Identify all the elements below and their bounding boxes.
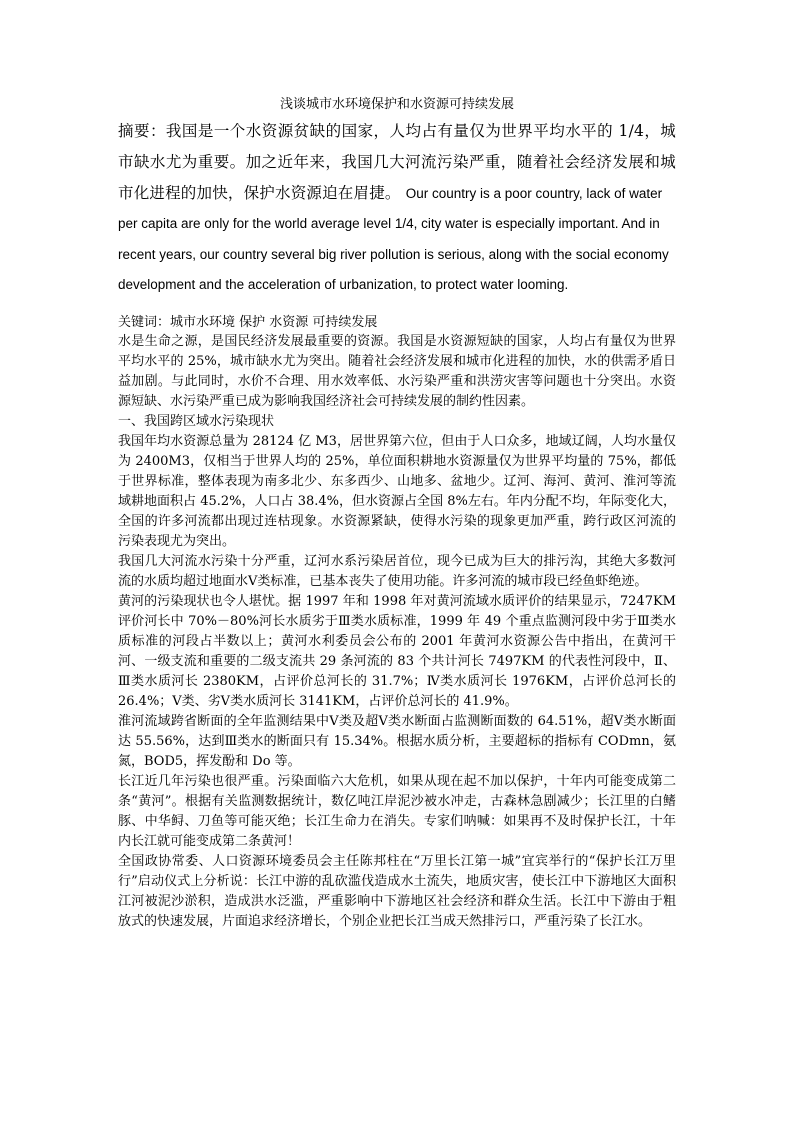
paragraph-water-resources: 我国年均水资源总量为 28124 亿 M3，居世界第六位，但由于人口众多，地域辽阔，人均水量仅为 2400M3，仅相当于世界人均的 25%，单位面积耕地水资源量仅为世界平均量的 75%，都低于世界标准，整体表现为南多北少、东多西少、山地多、盆地少。辽河、海河、黄河、淮河等流域耕地面积占 45.2%，人口占 38.4%，但水资源占全国 8%左右。年内分配不均，年际变化大，全国的许多河流都出现过连枯现象。水资源紧缺，使得水污染的现象更加严重，跨行政区河流的污染表现尤为突出。 xyxy=(118,433,676,549)
abstract-chinese-text: 摘要：我国是一个水资源贫缺的国家，人均占有量仅为世界平均水平的 1/4，城市缺水尤为重要。加之近年来，我国几大河流污染严重，随着社会经济发展和城市化进程的加快，保护水资源迫在眉捷。 xyxy=(118,122,676,202)
abstract-english: per capita are only for the world average level 1/4, city water is especially important. And in recent years, our country several big river pollution is serious, along with the social economy development and the acceleration of urbanization, to protect water looming. xyxy=(118,216,669,292)
document-page xyxy=(118,96,676,932)
keywords: 关键词：城市水环境 保护 水资源 可持续发展 xyxy=(118,314,378,330)
paragraph-yellow-river: 黄河的污染现状也令人堪忧。据 1997 年和 1998 年对黄河流域水质评价的结果显示，7247KM 评价河长中 70%－80%河长水质劣于Ⅲ类水质标准，1999 年 49 个重点监测河段中劣于Ⅲ类水质标准的河段占半数以上；黄河水利委员会公布的 2001 年黄河水资源公告中指出，在黄河干河、一级支流和重要的二级支流共 29 条河流的 83 个共计河长 7497KM 的代表性河段中，Ⅱ、Ⅲ类水质河长 2380KM，占评价总河长的 31.7%；Ⅳ类水质河长 1976KM，占评价总河长的 26.4%；Ⅴ类、劣Ⅴ类水质河长 3141KM，占评价总河长的 41.9%。 xyxy=(118,593,676,709)
abstract-chinese xyxy=(118,116,676,209)
paragraph-huai-river: 淮河流域跨省断面的全年监测结果中Ⅴ类及超Ⅴ类水断面占监测断面数的 64.51%，超Ⅴ类水断面达 55.56%，达到Ⅲ类水的断面只有 15.34%。根据水质分析，主要超标的指标有 CODmn，氨氮，BOD5，挥发酚和 Do 等。 xyxy=(118,713,676,769)
document-title: 浅谈城市水环境保护和水资源可持续发展 xyxy=(279,97,514,112)
paragraph-yangtze-river: 长江近几年污染也很严重。污染面临六大危机，如果从现在起不加以保护，十年内可能变成第二条“黄河”。根据有关监测数据统计，数亿吨江岸泥沙被水冲走，古森林急剧减少；长江里的白鳍豚、中华鲟、刀鱼等可能灭绝；长江生命力在消失。专家们呐喊：如果再不及时保护长江，十年内长江就可能变成第二条黄河！ xyxy=(118,773,676,849)
intro-paragraph: 水是生命之源，是国民经济发展最重要的资源。我国是水资源短缺的国家，人均占有量仅为世界平均水平的 25%，城市缺水尤为突出。随着社会经济发展和城市化进程的加快，水的供需矛盾日益加剧。与此同时，水价不合理、用水效率低、水污染严重和洪涝灾害等问题也十分突出。水资源短缺、水污染严重已成为影响我国经济社会可持续发展的制约性因素。 xyxy=(118,333,676,409)
abstract-english-inline: Our country is a poor country, lack of water xyxy=(405,186,663,201)
paragraph-liao-river: 我国几大河流水污染十分严重，辽河水系污染居首位，现今已成为巨大的排污沟，其绝大多数河流的水质均超过地面水Ⅴ类标准，已基本丧失了使用功能。许多河流的城市段已经鱼虾绝迹。 xyxy=(118,553,676,589)
section-heading: 一、我国跨区域水污染现状 xyxy=(118,413,275,429)
paragraph-yangtze-protection: 全国政协常委、人口资源环境委员会主任陈邦柱在“万里长江第一城”宜宾举行的“保护长江万里行”启动仪式上分析说：长江中游的乱砍滥伐造成水土流失，地质灾害，使长江中下游地区大面积江河被泥沙淤积，造成洪水泛滥，严重影响中下游地区社会经济和群众生活。长江中下游由于粗放式的快速发展，片面追求经济增长，个别企业把长江当成天然排污口，严重污染了长江水。 xyxy=(118,853,676,929)
